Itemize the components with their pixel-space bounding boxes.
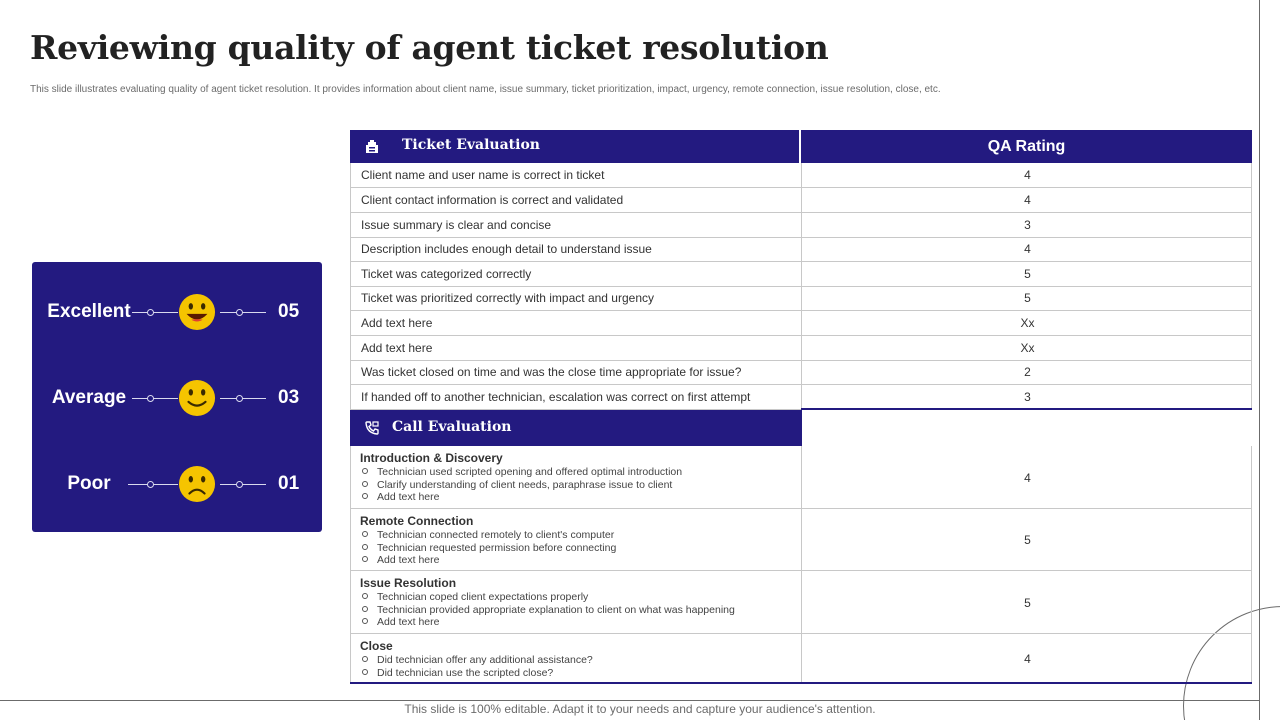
legend-value: 03 [278, 387, 300, 408]
rating-value: 5 [1024, 267, 1031, 281]
table-row [350, 163, 1252, 188]
call-evaluation-header [350, 410, 802, 446]
legend-row-poor [32, 464, 322, 504]
phone-icon [364, 420, 380, 436]
rating-value: Xx [1020, 341, 1035, 355]
criterion-text: Ticket was prioritized correctly with impact and urgency [361, 291, 654, 305]
rating-value: 4 [1024, 471, 1031, 485]
legend-label: Poor [67, 473, 111, 494]
call-section-title: Issue Resolution [360, 576, 457, 590]
rating-value: 4 [1024, 242, 1031, 256]
criterion-text: Add text here [361, 341, 433, 355]
rating-value: 5 [1024, 533, 1031, 547]
criterion-text: Add text here [361, 316, 433, 330]
criterion-text: Client contact information is correct and validated [361, 193, 624, 207]
connector-dot [236, 395, 243, 402]
rating-value: 4 [1024, 168, 1031, 182]
connector-dot [147, 395, 154, 402]
list-item: Technician provided appropriate explanation to client on what was happening [362, 604, 735, 617]
footer-note: This slide is 100% editable. Adapt it to your needs and capture your audience's attention. [404, 702, 876, 716]
list-item: Clarify understanding of client needs, paraphrase issue to client [362, 479, 682, 492]
rating-value: 3 [1024, 390, 1031, 404]
call-section-title: Introduction & Discovery [360, 451, 503, 465]
connector-line [220, 484, 266, 485]
list-item: Technician coped client expectations properly [362, 591, 735, 604]
table-row [350, 385, 1252, 410]
ticket-icon [364, 139, 380, 155]
call-section-row [350, 571, 1252, 634]
call-section-row [350, 509, 1252, 571]
rating-legend-panel [32, 262, 322, 532]
rating-value: 4 [1024, 652, 1031, 666]
call-section-title: Close [360, 639, 393, 653]
legend-row-average [32, 378, 322, 418]
legend-row-excellent [32, 292, 322, 332]
table-row [350, 286, 1252, 311]
qa-rating-header: QA Rating [801, 130, 1252, 163]
ticket-evaluation-header [350, 130, 800, 163]
table-row [350, 237, 1252, 262]
list-item: Did technician use the scripted close? [362, 667, 593, 680]
connector-line [132, 398, 178, 399]
happy-face-icon [178, 293, 216, 331]
page-subtitle: This slide illustrates evaluating quality of agent ticket resolution. It provides information about client name, issue summary, ticket prioritization, impact, urgency, remote connection, issue resolution, close, etc. [30, 84, 941, 95]
section-divider [801, 408, 1252, 410]
criterion-text: Ticket was categorized correctly [361, 267, 532, 281]
connector-dot [236, 309, 243, 316]
call-section-row [350, 634, 1252, 682]
call-section-title: Remote Connection [360, 514, 474, 528]
connector-line [132, 312, 178, 313]
rating-value: 5 [1024, 291, 1031, 305]
rating-value: Xx [1020, 316, 1035, 330]
rating-value: 2 [1024, 365, 1031, 379]
legend-value: 01 [278, 473, 300, 494]
call-evaluation-title: Call Evaluation [392, 419, 512, 435]
smile-face-icon [178, 379, 216, 417]
list-item: Add text here [362, 554, 616, 567]
call-section-items [362, 466, 682, 504]
list-item: Add text here [362, 616, 735, 629]
rating-value: 4 [1024, 193, 1031, 207]
table-row [350, 262, 1252, 287]
legend-label: Average [51, 387, 127, 408]
criterion-text: Client name and user name is correct in ticket [361, 168, 605, 182]
sad-face-icon [178, 465, 216, 503]
call-section-items [362, 529, 616, 567]
criterion-text: Was ticket closed on time and was the close time appropriate for issue? [361, 365, 742, 379]
criterion-text: Description includes enough detail to understand issue [361, 242, 652, 256]
connector-line [220, 312, 266, 313]
list-item: Did technician offer any additional assistance? [362, 654, 593, 667]
list-item: Technician connected remotely to client's computer [362, 529, 616, 542]
ticket-evaluation-title: Ticket Evaluation [402, 137, 540, 153]
connector-line [220, 398, 266, 399]
connector-dot [147, 309, 154, 316]
table-row [350, 188, 1252, 213]
list-item: Technician used scripted opening and offered optimal introduction [362, 466, 682, 479]
connector-dot [147, 481, 154, 488]
call-section-row [350, 446, 1252, 509]
list-item: Add text here [362, 491, 682, 504]
list-item: Technician requested permission before connecting [362, 542, 616, 555]
rating-value: 5 [1024, 596, 1031, 610]
criterion-text: If handed off to another technician, escalation was correct on first attempt [361, 390, 751, 404]
call-section-items [362, 654, 593, 679]
connector-dot [236, 481, 243, 488]
table-row [350, 360, 1252, 385]
legend-value: 05 [278, 301, 300, 322]
criterion-text: Issue summary is clear and concise [361, 218, 552, 232]
table-row [350, 213, 1252, 238]
table-row [350, 336, 1252, 361]
rating-value: 3 [1024, 218, 1031, 232]
table-bottom-border [350, 682, 1252, 684]
table-row [350, 311, 1252, 336]
footer-divider [0, 700, 1260, 701]
page-title: Reviewing quality of agent ticket resolution [30, 28, 829, 67]
legend-label: Excellent [47, 301, 131, 322]
call-section-items [362, 591, 735, 629]
